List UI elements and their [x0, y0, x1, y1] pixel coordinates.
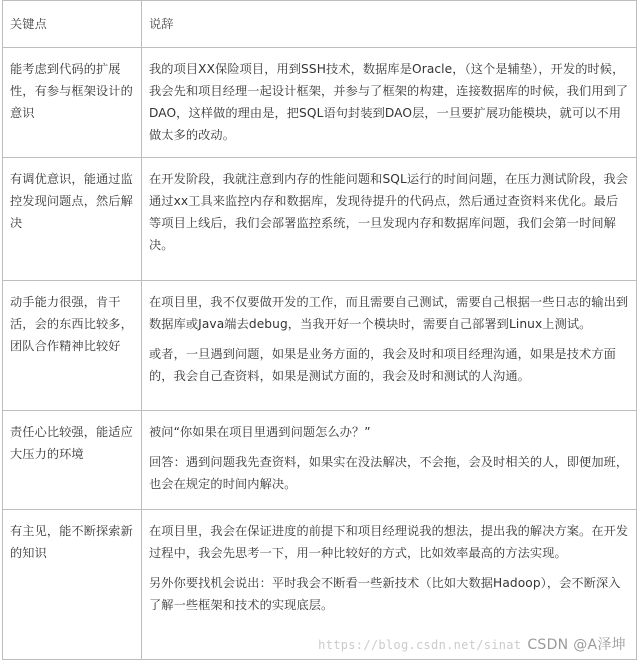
table-row [3, 281, 637, 411]
row-script [142, 48, 637, 158]
row-script [142, 411, 637, 510]
script-paragraph: 在项目里，我会在保证进度的前提下和项目经理说我的想法，提出我的解决方案。在开发过程中，我会先思考一下，用一种比较好的方式，比如效率最高的方法实现。 [149, 524, 629, 560]
table-row [3, 48, 637, 158]
row-script [142, 158, 637, 281]
header-script: 说辞 [142, 1, 637, 48]
script-paragraph: 另外你要找机会说出：平时我会不断看一些新技术（比如大数据Hadoop），会不断深入了解一些框架和技术的实现底层。 [149, 576, 621, 612]
script-paragraph: 回答：遇到问题我先查资料，如果实在没法解决，不会拖，会及时相关的人，即便加班，也会在规定的时间内解决。 [149, 455, 629, 491]
script-paragraph: 或者，一旦遇到问题，如果是业务方面的，我会及时和项目经理沟通，如果是技术方面的，我会自己查资料，如果是测试方面的，我会及时和测试的人沟通。 [149, 347, 616, 383]
watermark [318, 634, 626, 654]
table-row [3, 411, 637, 510]
talking-points-table [2, 0, 637, 660]
row-key-point: 能考虑到代码的扩展性，有参与框架设计的意识 [3, 48, 142, 158]
header-key-point: 关键点 [3, 1, 142, 48]
watermark-url: https://blog.csdn.net/sinat [318, 638, 522, 652]
row-key-point: 动手能力很强，肯干活，会的东西比较多，团队合作精神比较好 [3, 281, 142, 411]
script-paragraph: 在项目里，我不仅要做开发的工作，而且需要自己测试，需要自己根据一些日志的输出到数据库或Java端去debug，当我开好一个模块时，需要自己部署到Linux上测试。 [149, 295, 629, 331]
table-row [3, 158, 637, 281]
watermark-brand: CSDN @A泽坤 [527, 637, 626, 653]
script-paragraph: 被问“你如果在项目里遇到问题怎么办？” [149, 425, 371, 439]
row-key-point: 有主见，能不断探索新的知识 [3, 510, 142, 660]
script-paragraph: 我的项目XX保险项目，用到SSH技术，数据库是Oracle，（这个是辅垫），开发的时候，我会先和项目经理一起设计框架，并参与了框架的构建，连接数据库的时候，我们用到了DAO，这样做的理由是，把SQL语句封装到DAO层，一旦要扩展功能模块，就可以不用做太多的改动。 [149, 62, 629, 142]
row-script [142, 281, 637, 411]
row-key-point: 责任心比较强，能适应大压力的环境 [3, 411, 142, 510]
row-key-point: 有调优意识，能通过监控发现问题点，然后解决 [3, 158, 142, 281]
script-paragraph: 在开发阶段，我就注意到内存的性能问题和SQL运行的时间问题，在压力测试阶段，我会通过xx工具来监控内存和数据库，发现待提升的代码点，然后通过查资料来优化。最后等项目上线后，我们会部署监控系统，一旦发现内存和数据库问题，我们会第一时间解决。 [149, 172, 629, 252]
table-header-row [3, 1, 637, 48]
